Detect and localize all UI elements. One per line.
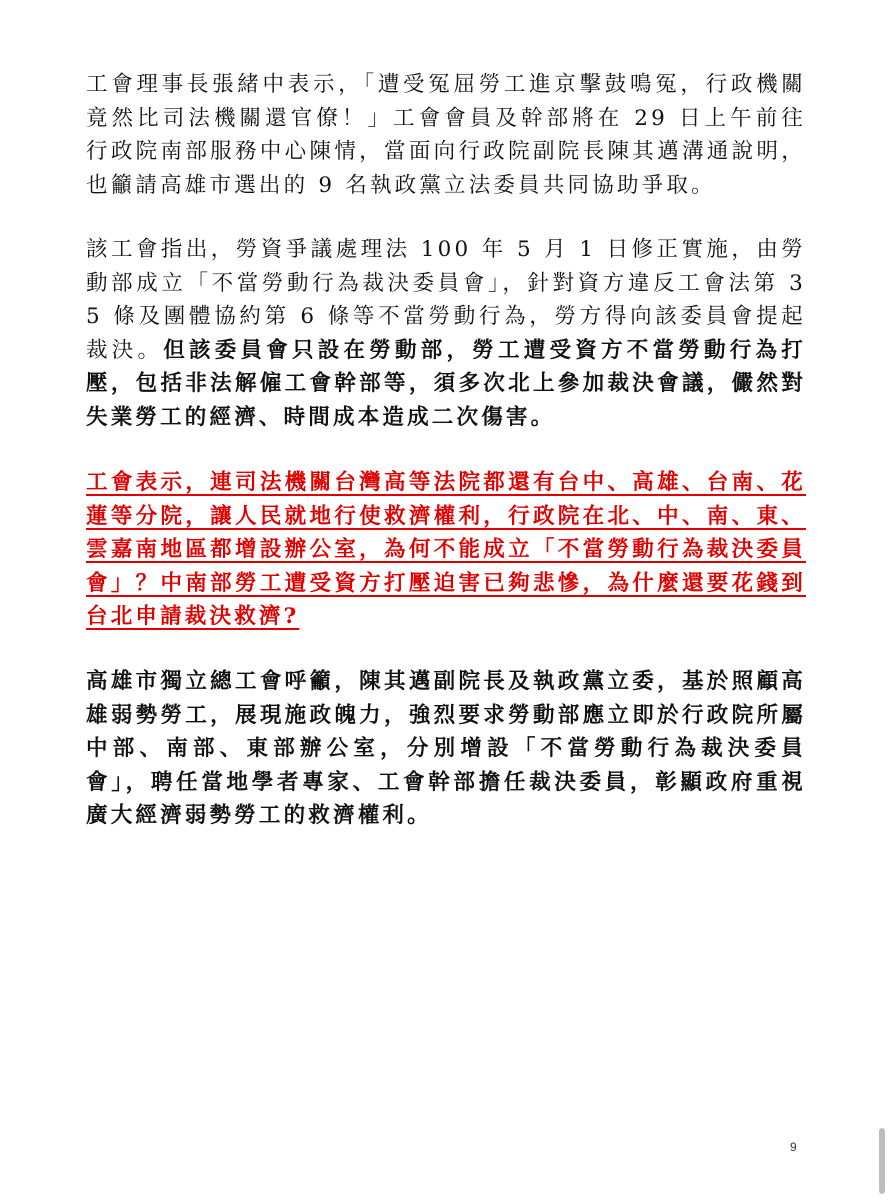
page-number: 9 [790,1140,797,1154]
paragraph-bold-text: 但該委員會只設在勞動部，勞工遭受資方不當勞動行為打壓，包括非法解僱工會幹部等，須多次北上參加裁決會議，儼然對失業勞工的經濟、時間成本造成二次傷害。 [86,337,806,430]
paragraph-union-points-out [86,233,806,434]
paragraph-union-chairman-statement [86,68,806,202]
paragraph-red-underlined-text: 工會表示，連司法機關台灣高等法院都還有台中、高雄、台南、花蓮等分院，讓人民就地行使救濟權利，行政院在北、中、南、東、雲嘉南地區都增設辦公室，為何不能成立「不當勞動行為裁決委員會」？中南部勞工遭受資方打壓迫害已夠悲慘，為什麼還要花錢到台北申請裁決救濟? [86,470,806,629]
paragraph-text: 該工會指出，勞資爭議處理法 100 年 5 月 1 日修正實施，由勞動部成立「不當勞動行為裁決委員會」，針對資方違反工會法第 35 條及團體協約第 6 條等不當勞動行為，勞方得向該委員會提起裁決。 [86,237,806,363]
paragraph-text: 工會理事長張緒中表示，「遭受冤屈勞工進京擊鼓鳴冤，行政機關竟然比司法機關還官僚！」工會會員及幹部將在 29 日上午前往行政院南部服務中心陳情，當面向行政院副院長陳其邁溝通說明，也籲請高雄市選出的 9 名執政黨立法委員共同協助爭取。 [86,72,806,198]
paragraph-kaohsiung-union-appeal [86,665,806,833]
scrollbar[interactable] [879,1128,885,1194]
paragraph-union-demand-highlight [86,466,806,634]
paragraph-text: 高雄市獨立總工會呼籲，陳其邁副院長及執政黨立委，基於照顧高雄弱勢勞工，展現施政魄力，強烈要求勞動部應立即於行政院所屬中部、南部、東部辦公室，分別增設「不當勞動行為裁決委員會」，聘任當地學者專家、工會幹部擔任裁決委員，彰顯政府重視廣大經濟弱勢勞工的救濟權利。 [86,669,806,828]
